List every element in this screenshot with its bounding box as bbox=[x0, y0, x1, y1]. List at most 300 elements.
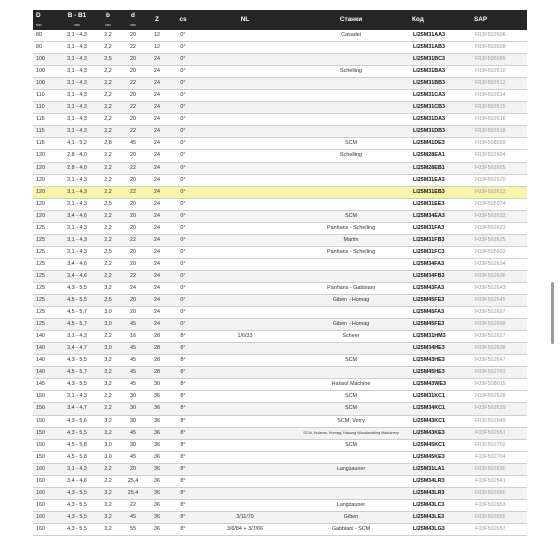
table-row bbox=[33, 138, 527, 150]
cell-diameter: 160 bbox=[33, 499, 59, 511]
cell-teeth: 12 bbox=[145, 42, 169, 54]
cell-body: 2,2 bbox=[95, 210, 121, 222]
table-row bbox=[33, 90, 527, 102]
cell-nl: 3/6/84 + 3/7/66 bbox=[197, 523, 293, 535]
cell-diameter: 110 bbox=[33, 102, 59, 114]
cell-sap: F03F502612 bbox=[471, 78, 527, 90]
cell-body: 2,2 bbox=[95, 222, 121, 234]
cell-bore: 20 bbox=[121, 90, 145, 102]
cell-code: LI25M43HE3 bbox=[409, 355, 471, 367]
cell-angle: 8° bbox=[169, 367, 197, 379]
table-row bbox=[33, 198, 527, 210]
cell-nl bbox=[197, 379, 293, 391]
cell-machines bbox=[293, 126, 409, 138]
cell-bore: 16 bbox=[121, 331, 145, 343]
cell-sap: F03F502623 bbox=[471, 222, 527, 234]
table-row bbox=[33, 126, 527, 138]
cell-diameter: 120 bbox=[33, 198, 59, 210]
cell-sap: F03F502636 bbox=[471, 270, 527, 282]
cell-angle: 8° bbox=[169, 331, 197, 343]
cell-nl bbox=[197, 222, 293, 234]
table-row bbox=[33, 367, 527, 379]
cell-sap: F03F502625 bbox=[471, 234, 527, 246]
table-row bbox=[33, 78, 527, 90]
cell-body: 2,5 bbox=[95, 246, 121, 258]
cell-bore: 20 bbox=[121, 307, 145, 319]
cell-diameter: 100 bbox=[33, 54, 59, 66]
cell-code: LI25M31LA1 bbox=[409, 463, 471, 475]
cell-bore: 45 bbox=[121, 511, 145, 523]
cell-bore: 22 bbox=[121, 499, 145, 511]
cell-body: 3,2 bbox=[95, 282, 121, 294]
cell-diameter: 120 bbox=[33, 174, 59, 186]
cell-diameter: 110 bbox=[33, 90, 59, 102]
cell-machines: Giben - Homag bbox=[293, 295, 409, 307]
table-row bbox=[33, 451, 527, 463]
cell-angle: 8° bbox=[169, 403, 197, 415]
cell-kerf: 4,1 - 5,2 bbox=[59, 138, 95, 150]
cell-sap: F03F502699 bbox=[471, 319, 527, 331]
cell-code: LI25M31DA3 bbox=[409, 114, 471, 126]
cell-body: 3,0 bbox=[95, 451, 121, 463]
cell-teeth: 36 bbox=[145, 499, 169, 511]
cell-machines bbox=[293, 78, 409, 90]
cell-body: 3,2 bbox=[95, 415, 121, 427]
table-row bbox=[33, 150, 527, 162]
cell-body: 2,2 bbox=[95, 403, 121, 415]
cell-machines bbox=[293, 198, 409, 210]
cell-sap: F03F502614 bbox=[471, 90, 527, 102]
table-row bbox=[33, 415, 527, 427]
cell-sap: F03F502627 bbox=[471, 331, 527, 343]
cell-teeth: 36 bbox=[145, 439, 169, 451]
cell-sap: F03F502649 bbox=[471, 415, 527, 427]
cell-machines bbox=[293, 90, 409, 102]
cell-nl bbox=[197, 343, 293, 355]
cell-kerf: 3,1 - 4,3 bbox=[59, 198, 95, 210]
cell-diameter: 150 bbox=[33, 403, 59, 415]
cell-machines: SCM bbox=[293, 138, 409, 150]
cell-bore: 22 bbox=[121, 186, 145, 198]
cell-bore: 45 bbox=[121, 319, 145, 331]
cell-bore: 20 bbox=[121, 246, 145, 258]
table-row bbox=[33, 499, 527, 511]
cell-angle: 8° bbox=[169, 343, 197, 355]
cell-machines bbox=[293, 487, 409, 499]
cell-teeth: 36 bbox=[145, 511, 169, 523]
cell-kerf: 3,1 - 4,3 bbox=[59, 174, 95, 186]
table-row bbox=[33, 174, 527, 186]
cell-code: LI25M43LR3 bbox=[409, 487, 471, 499]
cell-machines bbox=[293, 114, 409, 126]
cell-nl bbox=[197, 439, 293, 451]
cell-body: 3,0 bbox=[95, 343, 121, 355]
cell-diameter: 160 bbox=[33, 463, 59, 475]
table-row bbox=[33, 42, 527, 54]
cell-diameter: 140 bbox=[33, 355, 59, 367]
cell-code: LI25M45FA3 bbox=[409, 307, 471, 319]
cell-nl bbox=[197, 234, 293, 246]
cell-diameter: 150 bbox=[33, 439, 59, 451]
cell-diameter: 125 bbox=[33, 258, 59, 270]
cell-angle: 8° bbox=[169, 427, 197, 439]
cell-sap: F03F502634 bbox=[471, 258, 527, 270]
cell-body: 2,5 bbox=[95, 54, 121, 66]
cell-nl bbox=[197, 282, 293, 294]
cell-kerf: 3,1 - 4,3 bbox=[59, 30, 95, 42]
cell-diameter: 160 bbox=[33, 487, 59, 499]
cell-diameter: 80 bbox=[33, 30, 59, 42]
cell-body: 3,2 bbox=[95, 511, 121, 523]
cell-teeth: 24 bbox=[145, 162, 169, 174]
cell-bore: 45 bbox=[121, 379, 145, 391]
cell-kerf: 3,1 - 4,3 bbox=[59, 391, 95, 403]
cell-body: 3,2 bbox=[95, 355, 121, 367]
cell-sap: F03F505974 bbox=[471, 198, 527, 210]
cell-angle: 0° bbox=[169, 42, 197, 54]
cell-machines: SCM, Holzma, Homag, Hasung Woodworking Machinery bbox=[293, 427, 409, 439]
table-row bbox=[33, 162, 527, 174]
cell-diameter: 120 bbox=[33, 186, 59, 198]
cell-kerf: 3,4 - 4,6 bbox=[59, 270, 95, 282]
cell-teeth: 36 bbox=[145, 391, 169, 403]
cell-bore: 55 bbox=[121, 523, 145, 535]
cell-code: LI25M34FA3 bbox=[409, 258, 471, 270]
cell-body: 2,2 bbox=[95, 102, 121, 114]
cell-angle: 0° bbox=[169, 210, 197, 222]
cell-angle: 0° bbox=[169, 114, 197, 126]
table-row bbox=[33, 331, 527, 343]
cell-sap: F03F502639 bbox=[471, 403, 527, 415]
cell-body: 2,2 bbox=[95, 234, 121, 246]
table-row bbox=[33, 343, 527, 355]
cell-diameter: 150 bbox=[33, 451, 59, 463]
cell-teeth: 24 bbox=[145, 138, 169, 150]
cell-diameter: 150 bbox=[33, 415, 59, 427]
cell-diameter: 160 bbox=[33, 511, 59, 523]
cell-diameter: 150 bbox=[33, 391, 59, 403]
cell-angle: 8° bbox=[169, 451, 197, 463]
table-row bbox=[33, 523, 527, 535]
cell-machines: Scheer bbox=[293, 331, 409, 343]
cell-bore: 25,4 bbox=[121, 487, 145, 499]
cell-bore: 22 bbox=[121, 78, 145, 90]
cell-kerf: 4,5 - 5,5 bbox=[59, 295, 95, 307]
cell-angle: 0° bbox=[169, 307, 197, 319]
cell-machines: SCM, Verry bbox=[293, 415, 409, 427]
cell-nl bbox=[197, 54, 293, 66]
cell-teeth: 30 bbox=[145, 379, 169, 391]
cell-body: 2,8 bbox=[95, 138, 121, 150]
cell-teeth: 28 bbox=[145, 355, 169, 367]
cell-angle: 0° bbox=[169, 150, 197, 162]
cell-sap: F03F502638 bbox=[471, 343, 527, 355]
cell-nl bbox=[197, 463, 293, 475]
cell-body: 3,2 bbox=[95, 523, 121, 535]
cell-body: 2,2 bbox=[95, 42, 121, 54]
cell-bore: 22 bbox=[121, 102, 145, 114]
cell-angle: 0° bbox=[169, 66, 197, 78]
cell-diameter: 115 bbox=[33, 126, 59, 138]
cell-teeth: 28 bbox=[145, 367, 169, 379]
cell-code: LI25M34LR3 bbox=[409, 475, 471, 487]
cell-diameter: 145 bbox=[33, 379, 59, 391]
table-row bbox=[33, 427, 527, 439]
cell-bore: 22 bbox=[121, 162, 145, 174]
cell-machines bbox=[293, 451, 409, 463]
cell-code: LI25M45KE3 bbox=[409, 451, 471, 463]
table-row bbox=[33, 222, 527, 234]
cell-teeth: 24 bbox=[145, 66, 169, 78]
cell-machines: Langzauner bbox=[293, 499, 409, 511]
cell-teeth: 24 bbox=[145, 270, 169, 282]
cell-code: LI25M31BB3 bbox=[409, 78, 471, 90]
cell-code: LI25M45KC1 bbox=[409, 439, 471, 451]
cell-kerf: 4,5 - 5,8 bbox=[59, 439, 95, 451]
cell-machines: SCM bbox=[293, 403, 409, 415]
cell-kerf: 4,3 - 5,5 bbox=[59, 487, 95, 499]
cell-nl bbox=[197, 30, 293, 42]
cell-diameter: 125 bbox=[33, 246, 59, 258]
cell-teeth: 24 bbox=[145, 319, 169, 331]
cell-sap: F03F502641 bbox=[471, 475, 527, 487]
cell-code: LI25M41DE3 bbox=[409, 138, 471, 150]
cell-nl bbox=[197, 307, 293, 319]
cell-body: 2,2 bbox=[95, 391, 121, 403]
cell-teeth: 28 bbox=[145, 331, 169, 343]
cell-code: LI25M31CA3 bbox=[409, 90, 471, 102]
cell-kerf: 3,1 - 4,3 bbox=[59, 90, 95, 102]
cell-teeth: 24 bbox=[145, 222, 169, 234]
cell-nl bbox=[197, 355, 293, 367]
cell-angle: 0° bbox=[169, 295, 197, 307]
table-row bbox=[33, 234, 527, 246]
cell-bore: 45 bbox=[121, 451, 145, 463]
cell-machines bbox=[293, 307, 409, 319]
cell-angle: 8° bbox=[169, 391, 197, 403]
cell-diameter: 125 bbox=[33, 307, 59, 319]
cell-nl bbox=[197, 403, 293, 415]
table-row bbox=[33, 319, 527, 331]
cell-body: 2,2 bbox=[95, 150, 121, 162]
cell-machines: Giben bbox=[293, 511, 409, 523]
cell-body: 2,2 bbox=[95, 78, 121, 90]
cell-code: LI25M31AA3 bbox=[409, 30, 471, 42]
cell-teeth: 24 bbox=[145, 90, 169, 102]
cell-code: LI25M31EE3 bbox=[409, 198, 471, 210]
cell-teeth: 24 bbox=[145, 282, 169, 294]
cell-bore: 20 bbox=[121, 66, 145, 78]
table-row bbox=[33, 102, 527, 114]
cell-sap: F03F506099 bbox=[471, 54, 527, 66]
cell-nl bbox=[197, 427, 293, 439]
cell-angle: 8° bbox=[169, 523, 197, 535]
cell-bore: 20 bbox=[121, 174, 145, 186]
cell-teeth: 24 bbox=[145, 126, 169, 138]
cell-bore: 30 bbox=[121, 403, 145, 415]
cell-code: LI25M43LE3 bbox=[409, 511, 471, 523]
table-row bbox=[33, 54, 527, 66]
scrollbar-thumb[interactable] bbox=[551, 282, 554, 344]
cell-nl bbox=[197, 270, 293, 282]
cell-diameter: 160 bbox=[33, 475, 59, 487]
cell-kerf: 3,1 - 4,3 bbox=[59, 114, 95, 126]
cell-bore: 25,4 bbox=[121, 475, 145, 487]
table-row bbox=[33, 210, 527, 222]
cell-bore: 20 bbox=[121, 30, 145, 42]
cell-angle: 0° bbox=[169, 198, 197, 210]
cell-angle: 0° bbox=[169, 126, 197, 138]
cell-nl bbox=[197, 78, 293, 90]
cell-body: 3,2 bbox=[95, 487, 121, 499]
cell-kerf: 4,3 - 5,5 bbox=[59, 355, 95, 367]
cell-nl bbox=[197, 102, 293, 114]
cell-sap: F03F502608 bbox=[471, 42, 527, 54]
cell-nl bbox=[197, 391, 293, 403]
table-row bbox=[33, 475, 527, 487]
col-header-b: b мм bbox=[95, 10, 121, 30]
cell-machines: Casadei bbox=[293, 30, 409, 42]
cell-machines: Martin bbox=[293, 234, 409, 246]
cell-machines bbox=[293, 54, 409, 66]
cell-kerf: 3,1 - 4,3 bbox=[59, 102, 95, 114]
table-row bbox=[33, 258, 527, 270]
cell-sap: F03F502622 bbox=[471, 186, 527, 198]
cell-diameter: 80 bbox=[33, 42, 59, 54]
cell-bore: 20 bbox=[121, 295, 145, 307]
cell-sap: F03F502628 bbox=[471, 391, 527, 403]
cell-diameter: 120 bbox=[33, 162, 59, 174]
table-row bbox=[33, 511, 527, 523]
cell-machines: Schelling bbox=[293, 150, 409, 162]
cell-kerf: 4,3 - 5,5 bbox=[59, 523, 95, 535]
cell-code: LI25M31FC3 bbox=[409, 246, 471, 258]
cell-machines: Schelling bbox=[293, 66, 409, 78]
cell-code: LI25M28EB1 bbox=[409, 162, 471, 174]
cell-code: LI25M34HE3 bbox=[409, 343, 471, 355]
cell-kerf: 3,1 - 4,3 bbox=[59, 222, 95, 234]
cell-angle: 0° bbox=[169, 222, 197, 234]
col-header-z: Z bbox=[145, 10, 169, 30]
cell-diameter: 115 bbox=[33, 114, 59, 126]
cell-machines: SCM bbox=[293, 439, 409, 451]
table-row bbox=[33, 391, 527, 403]
cell-machines: SCM bbox=[293, 391, 409, 403]
cell-diameter: 150 bbox=[33, 427, 59, 439]
table-row bbox=[33, 439, 527, 451]
cell-machines: Hansol Machine bbox=[293, 379, 409, 391]
cell-kerf: 4,3 - 5,5 bbox=[59, 511, 95, 523]
cell-machines: SCM bbox=[293, 210, 409, 222]
cell-sap: F03F508039 bbox=[471, 138, 527, 150]
cell-body: 3,2 bbox=[95, 427, 121, 439]
cell-sap: F03F502632 bbox=[471, 210, 527, 222]
cell-kerf: 3,1 - 4,3 bbox=[59, 126, 95, 138]
cell-sap: F03F502645 bbox=[471, 295, 527, 307]
cell-kerf: 2,8 - 4,0 bbox=[59, 162, 95, 174]
cell-code: LI25M31EA3 bbox=[409, 174, 471, 186]
cell-sap: F03F502606 bbox=[471, 30, 527, 42]
cell-nl bbox=[197, 150, 293, 162]
cell-machines bbox=[293, 174, 409, 186]
cell-diameter: 100 bbox=[33, 78, 59, 90]
cell-bore: 22 bbox=[121, 126, 145, 138]
cell-sap: F03F502660 bbox=[471, 487, 527, 499]
cell-code: LI25M31AB3 bbox=[409, 42, 471, 54]
cell-sap: F03F502604 bbox=[471, 150, 527, 162]
cell-angle: 0° bbox=[169, 90, 197, 102]
cell-machines: Langzauner bbox=[293, 463, 409, 475]
cell-kerf: 3,1 - 4,3 bbox=[59, 42, 95, 54]
cell-sap: F03F502610 bbox=[471, 66, 527, 78]
cell-code: LI25M45HE3 bbox=[409, 367, 471, 379]
cell-body: 2,2 bbox=[95, 186, 121, 198]
col-header-cs: cs bbox=[169, 10, 197, 30]
cell-teeth: 24 bbox=[145, 246, 169, 258]
cell-angle: 0° bbox=[169, 78, 197, 90]
cell-bore: 45 bbox=[121, 138, 145, 150]
product-table-container bbox=[33, 10, 527, 536]
cell-machines: SCM bbox=[293, 355, 409, 367]
cell-kerf: 4,3 - 5,6 bbox=[59, 415, 95, 427]
cell-nl bbox=[197, 126, 293, 138]
cell-nl bbox=[197, 210, 293, 222]
cell-angle: 0° bbox=[169, 282, 197, 294]
cell-teeth: 24 bbox=[145, 150, 169, 162]
cell-teeth: 36 bbox=[145, 523, 169, 535]
cell-teeth: 36 bbox=[145, 415, 169, 427]
cell-kerf: 3,4 - 4,7 bbox=[59, 343, 95, 355]
cell-kerf: 4,5 - 5,7 bbox=[59, 319, 95, 331]
cell-nl bbox=[197, 186, 293, 198]
cell-angle: 0° bbox=[169, 102, 197, 114]
cell-code: LI25M34EA3 bbox=[409, 210, 471, 222]
cell-teeth: 24 bbox=[145, 78, 169, 90]
cell-kerf: 3,1 - 4,3 bbox=[59, 78, 95, 90]
cell-nl bbox=[197, 198, 293, 210]
cell-code: LI25M43LG3 bbox=[409, 523, 471, 535]
cell-body: 3,0 bbox=[95, 307, 121, 319]
saw-blade-table bbox=[33, 10, 527, 536]
cell-teeth: 36 bbox=[145, 463, 169, 475]
cell-teeth: 24 bbox=[145, 114, 169, 126]
cell-nl bbox=[197, 90, 293, 102]
cell-diameter: 125 bbox=[33, 295, 59, 307]
cell-diameter: 125 bbox=[33, 270, 59, 282]
cell-code: LI25M31KC1 bbox=[409, 391, 471, 403]
cell-teeth: 24 bbox=[145, 102, 169, 114]
cell-kerf: 4,3 - 5,5 bbox=[59, 499, 95, 511]
cell-kerf: 3,4 - 4,6 bbox=[59, 475, 95, 487]
cell-body: 3,2 bbox=[95, 367, 121, 379]
cell-kerf: 4,5 - 5,7 bbox=[59, 307, 95, 319]
cell-diameter: 120 bbox=[33, 210, 59, 222]
cell-diameter: 125 bbox=[33, 234, 59, 246]
cell-angle: 0° bbox=[169, 270, 197, 282]
cell-sap: F03F502615 bbox=[471, 102, 527, 114]
cell-code: LI25M34KC1 bbox=[409, 403, 471, 415]
cell-bore: 45 bbox=[121, 427, 145, 439]
cell-machines bbox=[293, 367, 409, 379]
cell-kerf: 3,1 - 4,3 bbox=[59, 234, 95, 246]
cell-kerf: 3,4 - 4,6 bbox=[59, 210, 95, 222]
cell-sap: F03F502630 bbox=[471, 463, 527, 475]
cell-teeth: 24 bbox=[145, 210, 169, 222]
cell-sap: F03F502657 bbox=[471, 523, 527, 535]
cell-diameter: 140 bbox=[33, 331, 59, 343]
cell-nl bbox=[197, 451, 293, 463]
cell-sap: F03F502697 bbox=[471, 307, 527, 319]
